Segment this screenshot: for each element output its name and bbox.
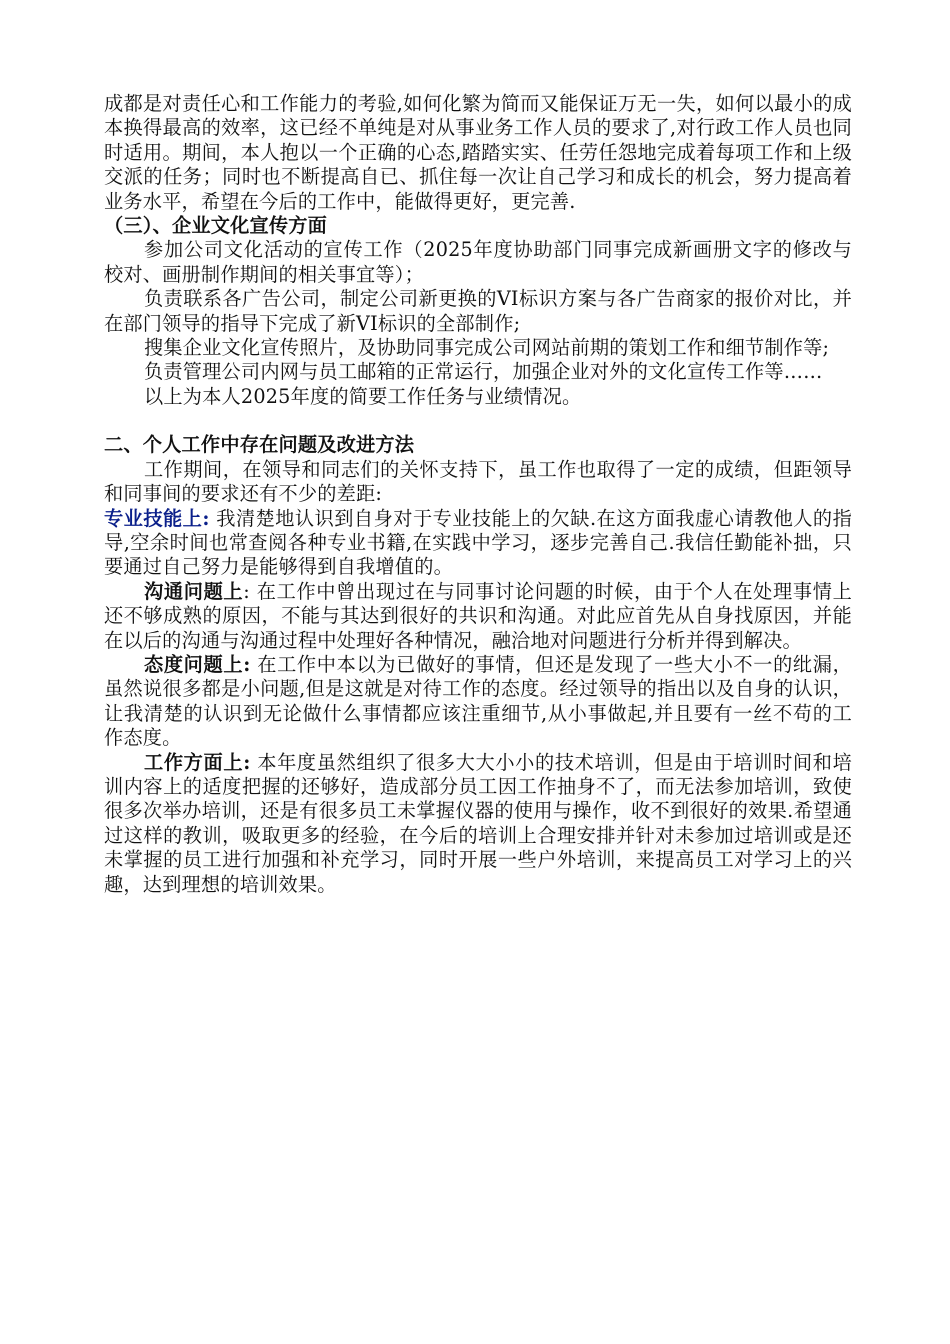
summary-line: 以上为本人2025年度的简要工作任务与业绩情况。 [144, 384, 582, 408]
issue-text: : 在工作中曾出现过在与同事讨论问题的时候，由于个人在处理事情上还不够成熟的原因，不能与其达到很好的共识和沟通。对此应首先从自身找原因，并能在以后的沟通与沟通过程中处理好各种情况，融洽地对问题进行分析并得到解决。 [104, 579, 853, 652]
section-heading-culture: （三）、企业文化宣传方面 [104, 214, 328, 238]
issue-attitude [104, 653, 852, 751]
section-heading-problems: 二、个人工作中存在问题及改进方法 [104, 433, 415, 457]
intro-paragraph: 工作期间，在领导和同志们的关怀支持下，虽工作也取得了一定的成绩，但距领导和同事间的要求还有不少的差距: [104, 457, 852, 506]
culture-item: 负责管理公司内网与员工邮箱的正常运行，加强企业对外的文化宣传工作等…… [144, 360, 823, 384]
issue-text: 我清楚地认识到自身对于专业技能上的欠缺.在这方面我虚心请教他人的指导,空余时间也常查阅各种专业书籍,在实践中学习，逐步完善自己.我信任勤能补拙，只要通过自己努力是能够得到自我增值的。 [104, 506, 852, 579]
culture-item: 搜集企业文化宣传照片，及协助同事完成公司网站前期的策划工作和细节制作等; [144, 336, 830, 360]
issue-lead: 工作方面上: [144, 750, 251, 774]
issue-lead: 沟通问题上 [144, 579, 244, 603]
issue-lead: 态度问题上: [144, 652, 251, 676]
issue-work [104, 751, 852, 897]
issue-text: 本年度虽然组织了很多大大小小的技术培训，但是由于培训时间和培训内容上的适度把握的还够好，造成部分员工因工作抽身不了，而无法参加培训，致使很多次举办培训，还是有很多员工未掌握仪器的使用与操作，收不到很好的效果.希望通过这样的教训，吸取更多的经验，在今后的培训上合理安排并针对未参加过培训或是还未掌握的员工进行加强和补充学习，同时开展一些户外培训，来提高员工对学习上的兴趣，达到理想的培训效果。 [104, 750, 852, 896]
spacer [104, 409, 852, 433]
culture-item: 参加公司文化活动的宣传工作（2025年度协助部门同事完成新画册文字的修改与校对、画册制作期间的相关事宜等）； [104, 238, 852, 286]
document-page [104, 92, 852, 897]
body-paragraph: 成都是对责任心和工作能力的考验,如何化繁为简而又能保证万无一失，如何以最小的成本换得最高的效率，这已经不单纯是对从事业务工作人员的要求了,对行政工作人员也同时适用。期间，本人抱以一个正确的心态,踏踏实实、任劳任怨地完成着每项工作和上级交派的任务；同时也不断提高自已、抓住每一次让自己学习和成长的机会，努力提高着业务水平，希望在今后的工作中，能做得更好，更完善. [104, 92, 852, 213]
issue-communication [104, 580, 852, 653]
issue-text: 在工作中本以为已做好的事情，但还是发现了一些大小不一的纰漏，虽然说很多都是小问题,但是这就是对待工作的态度。经过领导的指出以及自身的认识，让我清楚的认识到无论做什么事情都应该注重细节,从小事做起,并且要有一丝不苟的工作态度。 [104, 652, 852, 750]
issue-professional-skills [104, 507, 852, 580]
issue-lead: 专业技能上: [104, 506, 210, 530]
culture-item: 负责联系各广告公司，制定公司新更换的VI标识方案与各广告商家的报价对比，并在部门领导的指导下完成了新VI标识的全部制作; [104, 287, 852, 335]
